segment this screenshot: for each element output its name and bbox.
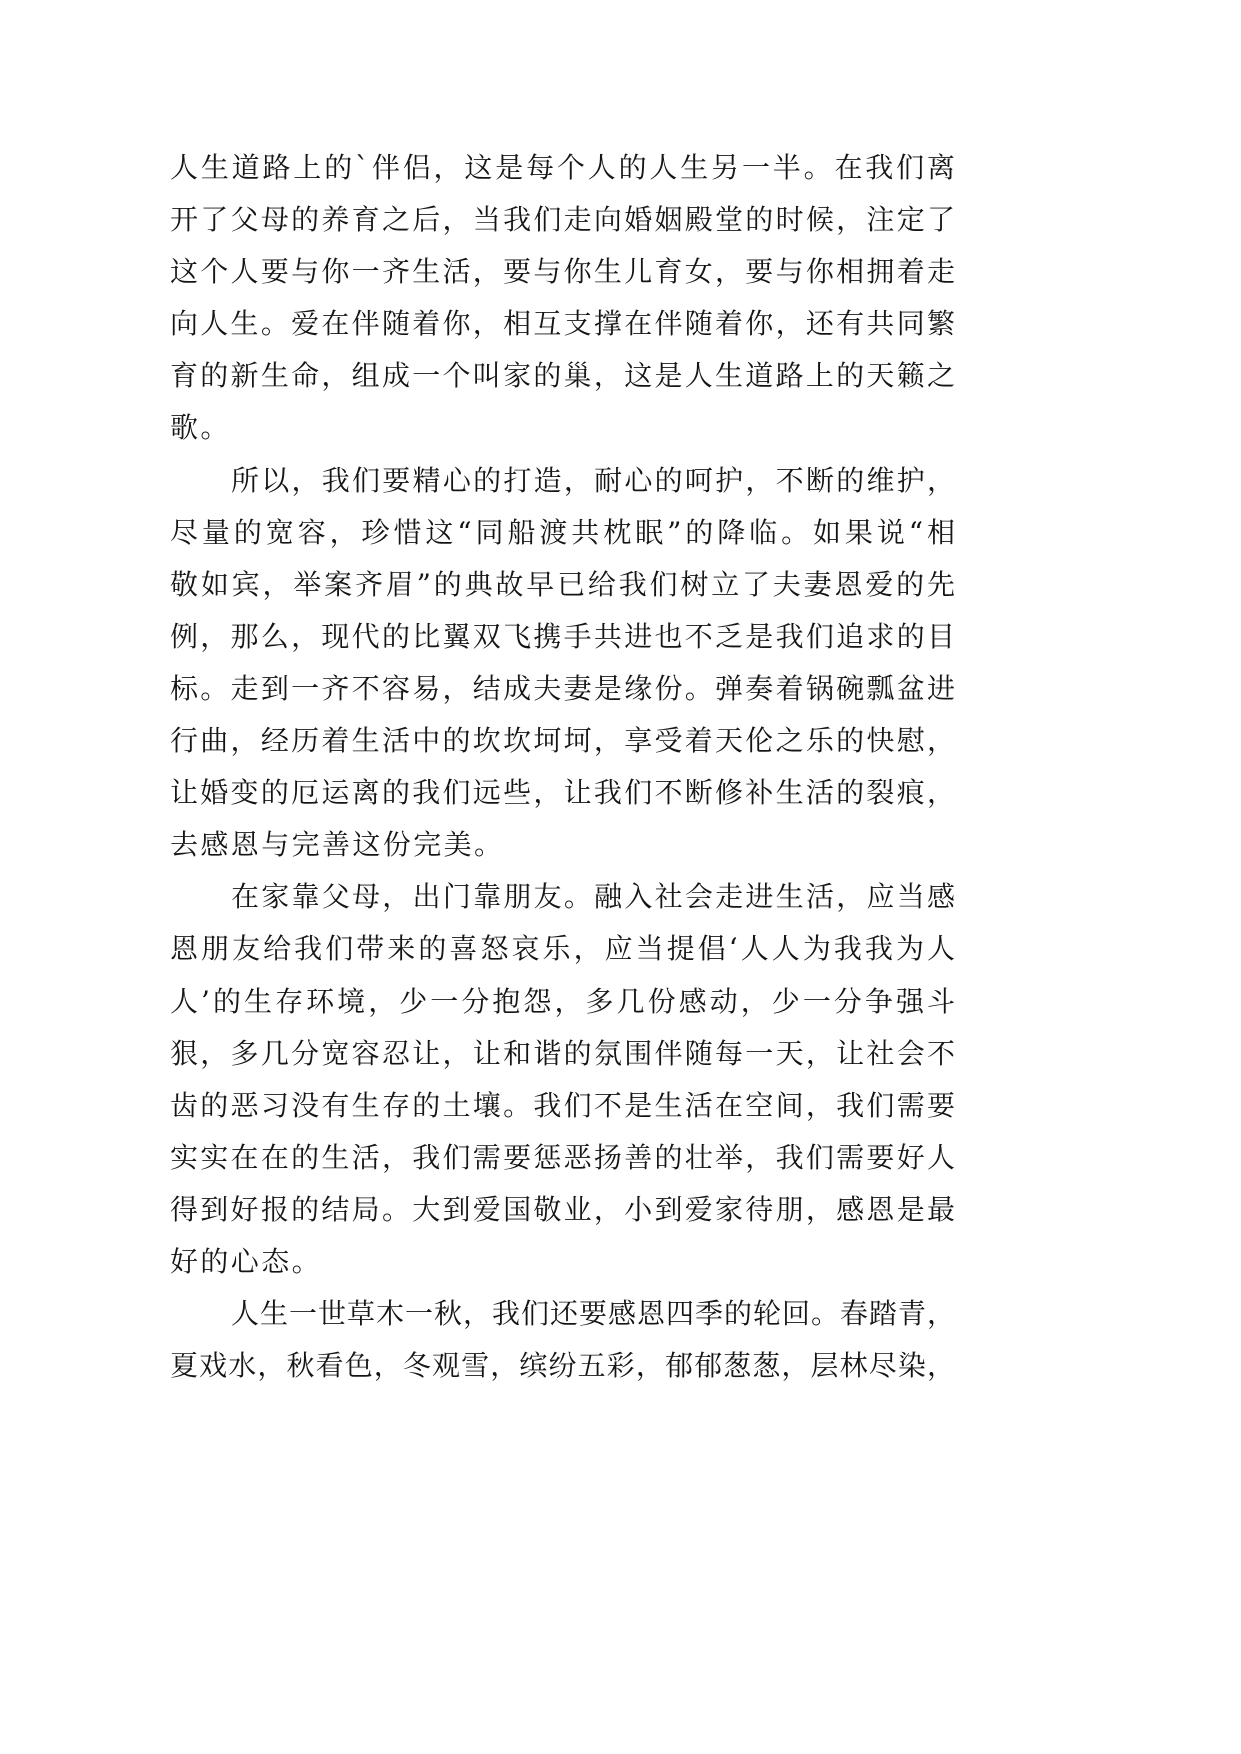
text-line: 实实在在的生活，我们需要惩恶扬善的壮举，我们需要好人: [170, 1140, 955, 1174]
text-line: 歌。: [170, 411, 231, 445]
text-line: 尽量的宽容，珍惜这“同船渡共枕眠”的降临。如果说“相: [170, 515, 955, 549]
text-line: 开了父母的养育之后，当我们走向婚姻殿堂的时候，注定了: [170, 203, 955, 237]
text-line: 让婚变的厄运离的我们远些，让我们不断修补生活的裂痕，: [170, 776, 955, 810]
text-line: 行曲，经历着生活中的坎坎坷坷，享受着天伦之乐的快慰，: [170, 724, 955, 758]
text-line: 夏戏水，秋看色，冬观雪，缤纷五彩，郁郁葱葱，层林尽染，: [170, 1349, 955, 1383]
text-line: 这个人要与你一齐生活，要与你生儿育女，要与你相拥着走: [170, 255, 955, 289]
paragraph: [170, 455, 955, 872]
text-line: 人’的生存环境，少一分抱怨，多几份感动，少一分争强斗: [170, 984, 955, 1018]
text-line: 齿的恶习没有生存的土壤。我们不是生活在空间，我们需要: [170, 1088, 955, 1122]
text-line: 恩朋友给我们带来的喜怒哀乐，应当提倡‘人人为我我为人: [170, 932, 955, 966]
text-line: 在家靠父母，出门靠朋友。融入社会走进生活，应当感: [231, 880, 955, 914]
text-line: 标。走到一齐不容易，结成夫妻是缘份。弹奏着锅碗瓢盆进: [170, 671, 955, 705]
paragraph: [170, 142, 955, 455]
paragraph: [170, 1288, 955, 1392]
text-line: 例，那么，现代的比翼双飞携手共进也不乏是我们追求的目: [170, 619, 955, 653]
text-line: 所以，我们要精心的打造，耐心的呵护，不断的维护，: [231, 463, 955, 497]
paragraph: [170, 871, 955, 1288]
text-line: 敬如宾，举案齐眉”的典故早已给我们树立了夫妻恩爱的先: [170, 567, 955, 601]
document-body: [170, 142, 955, 1392]
text-line: 得到好报的结局。大到爱国敬业，小到爱家待朋，感恩是最: [170, 1192, 955, 1226]
text-line: 人生道路上的`伴侣，这是每个人的人生另一半。在我们离: [170, 151, 955, 184]
text-line: 好的心态。: [170, 1244, 323, 1278]
text-line: 狠，多几分宽容忍让，让和谐的氛围伴随每一天，让社会不: [170, 1036, 955, 1070]
text-line: 去感恩与完善这份完美。: [170, 828, 505, 862]
text-line: 人生一世草木一秋，我们还要感恩四季的轮回。春踏青，: [231, 1297, 955, 1331]
text-line: 育的新生命，组成一个叫家的巢，这是人生道路上的天籁之: [170, 359, 955, 393]
text-line: 向人生。爱在伴随着你，相互支撑在伴随着你，还有共同繁: [170, 307, 955, 341]
